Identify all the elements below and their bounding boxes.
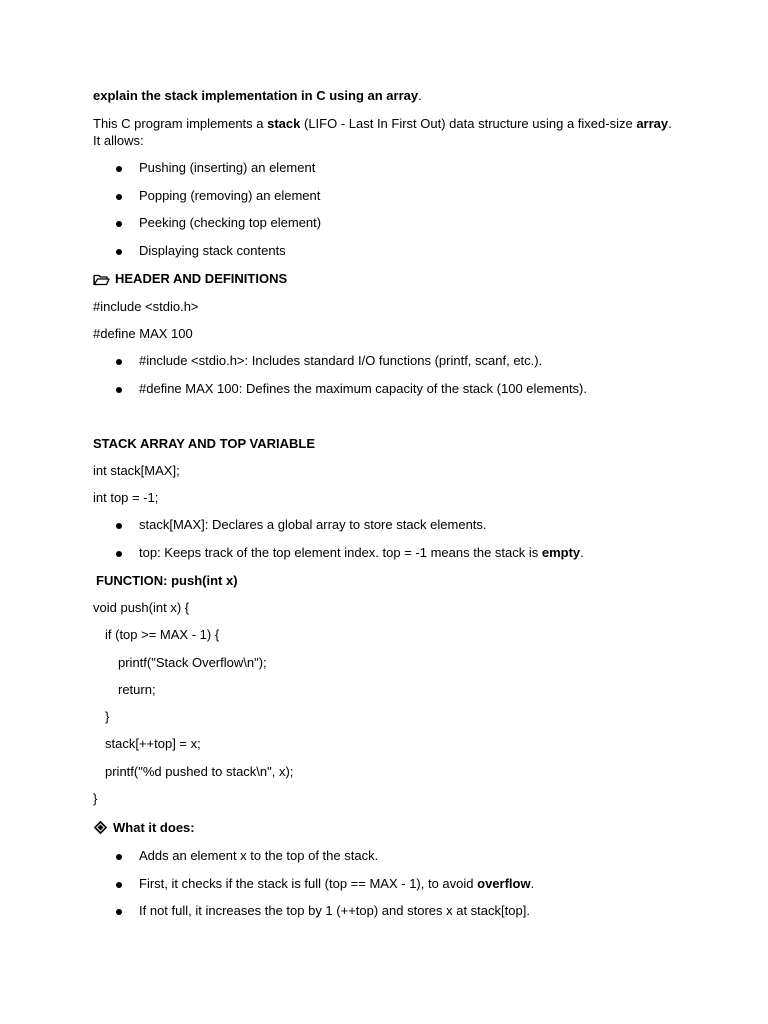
code-line: void push(int x) {: [93, 600, 190, 615]
bullet-dot: [116, 523, 122, 529]
code-line: printf("%d pushed to stack\n", x);: [105, 764, 294, 779]
allows-item: Peeking (checking top element): [139, 215, 322, 230]
bullet-dot: [116, 551, 122, 557]
intro-bold-array: array: [636, 116, 669, 131]
code-line: printf("Stack Overflow\n");: [118, 655, 267, 670]
title-text: explain the stack implementation in C using an array: [93, 88, 419, 103]
what-bullet: If not full, it increases the top by 1 (++top) and stores x at stack[top].: [139, 903, 530, 918]
what-section-title: What it does:: [113, 820, 195, 835]
title-period: .: [418, 88, 422, 103]
what-bullet-bold: overflow: [477, 876, 531, 891]
code-line: return;: [118, 682, 156, 697]
code-line: if (top >= MAX - 1) {: [105, 627, 220, 642]
code-line: stack[++top] = x;: [105, 736, 201, 751]
code-line: int top = -1;: [93, 490, 159, 505]
what-bullet: Adds an element x to the top of the stack.: [139, 848, 379, 863]
stack-bullet: stack[MAX]: Declares a global array to store stack elements.: [139, 517, 487, 532]
intro-text-3: . It allows:: [93, 116, 672, 148]
stack-bullet-bold: empty: [541, 545, 581, 560]
allows-item: Popping (removing) an element: [139, 188, 321, 203]
code-line: #define MAX 100: [93, 326, 193, 341]
allows-item: Pushing (inserting) an element: [139, 160, 316, 175]
bullet-dot: [116, 359, 122, 365]
document-title: [93, 87, 678, 104]
bullet-dot: [116, 166, 122, 172]
code-line: }: [93, 791, 98, 806]
push-section-title: FUNCTION: push(int x): [96, 573, 238, 588]
what-bullet-period: .: [530, 876, 535, 891]
bullet-dot: [116, 221, 122, 227]
stack-bullet-text: top: Keeps track of the top element index. top = -1 means the stack is: [139, 545, 542, 560]
bullet-dot: [116, 249, 122, 255]
what-bullet-text: First, it checks if the stack is full (top == MAX - 1), to avoid: [139, 876, 478, 891]
stack-section-heading: [93, 435, 678, 452]
bullet-dot: [116, 854, 122, 860]
push-section-heading: [96, 572, 678, 589]
header-bullet: #define MAX 100: Defines the maximum capacity of the stack (100 elements).: [139, 381, 587, 396]
stack-bullet-period: .: [580, 545, 584, 560]
intro-paragraph: [93, 115, 678, 149]
header-bullet: #include <stdio.h>: Includes standard I/O functions (printf, scanf, etc.).: [139, 353, 543, 368]
code-line: int stack[MAX];: [93, 463, 180, 478]
what-section-heading: [93, 819, 678, 839]
header-section-title: HEADER AND DEFINITIONS: [115, 271, 288, 286]
diamond-icon: [93, 820, 108, 839]
intro-text-1: This C program implements a: [93, 116, 268, 131]
folder-icon: [93, 273, 110, 290]
bullet-dot: [116, 387, 122, 393]
bullet-dot: [116, 194, 122, 200]
header-section-heading: [93, 270, 678, 290]
stack-section-title: STACK ARRAY AND TOP VARIABLE: [93, 436, 315, 451]
intro-bold-stack: stack: [267, 116, 301, 131]
code-line: #include <stdio.h>: [93, 299, 199, 314]
what-bullet: [139, 875, 678, 892]
allows-item: Displaying stack contents: [139, 243, 286, 258]
bullet-dot: [116, 882, 122, 888]
stack-bullet: [139, 544, 678, 561]
intro-text-2: (LIFO - Last In First Out) data structure using a fixed-size: [300, 116, 637, 131]
bullet-dot: [116, 909, 122, 915]
code-line: }: [105, 709, 110, 724]
